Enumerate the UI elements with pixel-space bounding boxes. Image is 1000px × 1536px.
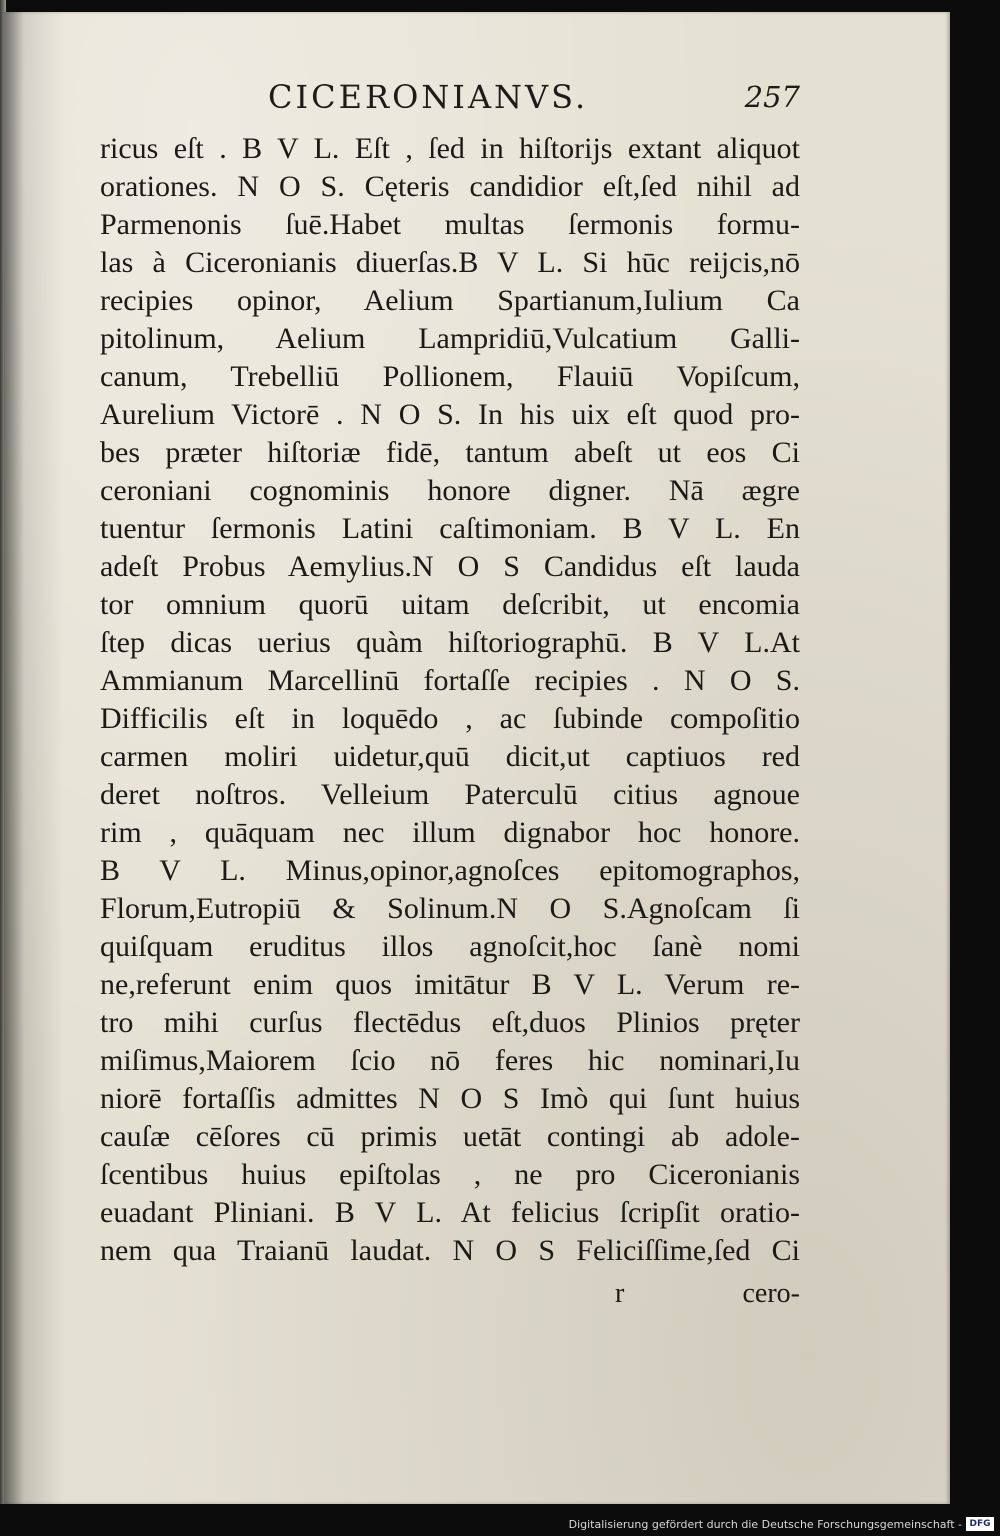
text-line: ne,referunt enim quos imitātur B V L. Verum re-	[100, 968, 800, 1001]
text-line: ricus eſt . B V L. Eſt , ſed in hiſtorijs extant aliquot	[100, 132, 800, 165]
text-line: rim , quāquam nec illum dignabor hoc honore.	[100, 816, 800, 849]
text-line: quiſquam eruditus illos agnoſcit,hoc ſanè nomi	[100, 930, 800, 963]
catchline	[100, 1278, 800, 1314]
text-line: recipies opinor, Aelium Spartianum,Iulium Ca	[100, 284, 800, 317]
text-line: Florum,Eutropiū & Solinum.N O S.Agnoſcam ſi	[100, 892, 800, 925]
text-line: canum, Trebelliū Pollionem, Flauiū Vopiſcum,	[100, 360, 800, 393]
text-line: carmen moliri uidetur,quū dicit,ut captiuos red	[100, 740, 800, 773]
text-line: tro mihi curſus flectēdus eſt,duos Plinios pręter	[100, 1006, 800, 1039]
text-line: ſtep dicas uerius quàm hiſtoriographū. B V L.At	[100, 626, 800, 659]
text-line: niorē fortaſſis admittes N O S Imò qui ſunt huius	[100, 1082, 800, 1115]
text-line: Aurelium Victorē . N O S. In his uix eſt quod pro-	[100, 398, 800, 431]
text-line: bes præter hiſtoriæ fidē, tantum abeſt ut eos Ci	[100, 436, 800, 469]
text-block	[100, 130, 800, 1270]
running-title: CICERONIANVS.	[268, 78, 589, 116]
text-line: adeſt Probus Aemylius.N O S Candidus eſt lauda	[100, 550, 800, 583]
text-line: deret noſtros. Velleium Paterculū citius agnoue	[100, 778, 800, 811]
text-line: euadant Pliniani. B V L. At felicius ſcripſit oratio-	[100, 1196, 800, 1229]
text-line: Ammianum Marcellinū fortaſſe recipies . N O S.	[100, 664, 800, 697]
catchword: cero-	[742, 1278, 800, 1309]
text-line: Parmenonis ſuē.Habet multas ſermonis formu-	[100, 208, 800, 241]
text-line: cauſæ cēſores cū primis uetāt contingi ab adole-	[100, 1120, 800, 1153]
text-line: las à Ciceronianis diuerſas.B V L. Si hūc reijcis,nō	[100, 246, 800, 279]
text-line: miſimus,Maiorem ſcio nō feres hic nominari,Iu	[100, 1044, 800, 1077]
text-line: tor omnium quorū uitam deſcribit, ut encomia	[100, 588, 800, 621]
text-line: Difficilis eſt in loquēdo , ac ſubinde compoſitio	[100, 702, 800, 735]
text-line: tuentur ſermonis Latini caſtimoniam. B V L. En	[100, 512, 800, 545]
page-number: 257	[744, 80, 800, 114]
gutter-shadow	[4, 12, 24, 1504]
text-line: ſcentibus huius epiſtolas , ne pro Ciceronianis	[100, 1158, 800, 1191]
dfg-logo: DFG	[966, 1517, 994, 1531]
running-head	[100, 78, 800, 122]
text-line: pitolinum, Aelium Lampridiū,Vulcatium Galli-	[100, 322, 800, 355]
text-line: B V L. Minus,opinor,agnoſces epitomographos,	[100, 854, 800, 887]
text-line: orationes. N O S. Cęteris candidior eſt,ſed nihil ad	[100, 170, 800, 203]
text-line: ceroniani cognominis honore digner. Nā ægre	[100, 474, 800, 507]
text-line: nem qua Traianū laudat. N O S Feliciſſime,ſed Ci	[100, 1234, 800, 1267]
funding-credit: Digitalisierung gefördert durch die Deutsche Forschungsgemeinschaft -	[568, 1518, 962, 1531]
signature-mark: r	[615, 1278, 625, 1309]
